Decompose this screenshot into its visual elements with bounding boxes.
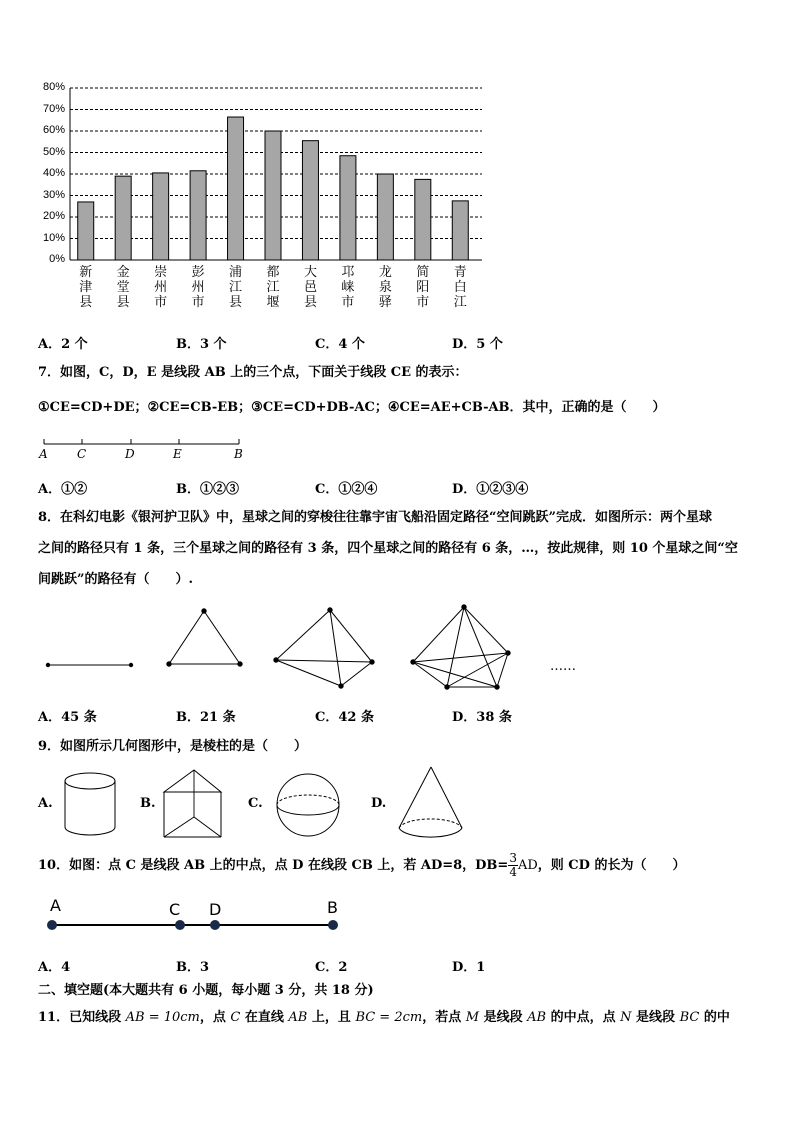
bar [190,171,206,260]
q8-line-1: 8．在科幻电影《银河护卫队》中，星球之间的穿梭往往靠宇宙飞船沿固定路径“空间跳跃”完成．如图所示：两个星球 [38,510,713,525]
q10-segment-line [40,893,360,935]
y-tick-label: 10% [42,231,65,244]
x-category-label: 新 津 县 [79,265,93,310]
x-category-label: 都 江 堰 [266,265,280,310]
y-tick-label: 50% [42,145,65,158]
bar [153,173,169,260]
y-tick-label: 80% [42,81,65,93]
q8-star-graphs [40,600,580,695]
q11-math-m: M [465,1010,480,1025]
q11-math-bc-length: BC = 2cm [355,1010,423,1025]
q11-text-8: 是线段 [631,1010,680,1025]
q6-option-c[interactable]: C．4 个 [315,337,365,352]
q11-text-6: 是线段 [479,1010,528,1025]
q7-point-a: A [39,447,48,461]
q10-fraction-numerator: 3 [509,851,517,865]
q7-option-b[interactable]: B．①②③ [176,482,239,497]
q6-option-d[interactable]: D．5 个 [452,337,503,352]
q10-option-c[interactable]: C．2 [315,960,348,975]
x-category-label: 简 阳 市 [416,265,430,310]
q9-sphere-figure[interactable] [270,772,350,838]
x-category-label: 浦 江 县 [229,265,243,310]
bar [265,131,281,260]
q11-math-ab-2: AB [527,1010,547,1025]
bar-chart-svg [30,80,490,262]
q9-cylinder-figure[interactable] [60,768,120,840]
q8-option-c[interactable]: C．42 条 [315,710,374,725]
q10-segment-figure [40,893,360,935]
x-category-label: 金 堂 县 [116,265,130,310]
graph-5-points [411,605,510,689]
q10-stem-part-b: ，则 CD 的长为（ ） [537,858,686,873]
q7-items: ①CE=CD+DE；②CE=CB-EB；③CE=CD+DB-AC；④CE=AE+CB-AB．其中，正确的是（ ） [38,400,666,415]
bar [452,201,468,260]
q10-stem [38,848,685,888]
x-category-label: 青 白 江 [453,265,467,310]
q6-option-a[interactable]: A．2 个 [38,337,88,352]
q10-option-a[interactable]: A．4 [38,960,71,975]
section-2-heading: 二、填空题(本大题共有 6 小题，每小题 3 分，共 18 分) [38,983,374,998]
q11-text-4: 上，且 [307,1010,356,1025]
q9-prism-figure[interactable] [160,767,226,841]
q7-segment-line [36,436,256,450]
q11-math-c: C [230,1010,241,1025]
bar-chart [30,80,490,320]
y-tick-label: 40% [42,167,65,179]
y-tick-label: 0% [49,253,65,265]
q10-fraction-variable: AD [517,858,538,873]
x-category-label: 大 邑 县 [303,265,317,310]
q7-stem: 7．如图，C，D，E 是线段 AB 上的三个点，下面关于线段 CE 的表示： [38,365,468,380]
q7-point-c: C [77,447,87,461]
bar [415,179,431,260]
q9-cone-figure[interactable] [395,764,467,844]
q10-point-b: B [327,898,338,917]
x-category-label: 邛 崃 市 [341,265,355,310]
bar [302,141,318,260]
q8-ellipsis: …… [550,659,576,674]
q11-text-2: ，点 [199,1010,231,1025]
q10-point-c: C [169,900,181,919]
q9-option-b-label[interactable]: B. [140,796,156,811]
q8-option-a[interactable]: A．45 条 [38,710,97,725]
q10-stem-part-a: 10．如图：点 C 是线段 AB 上的中点，点 D 在线段 CB 上，若 AD=8，DB= [38,858,509,873]
bar [340,156,356,260]
bar [377,174,393,260]
q8-option-d[interactable]: D．38 条 [452,710,512,725]
q9-option-d-label[interactable]: D. [371,796,387,811]
q8-line-3: 间跳跃”的路径有（ ）. [38,572,194,587]
y-tick-label: 30% [42,188,65,201]
graph-3-points [167,609,242,666]
q10-option-d[interactable]: D．1 [452,960,486,975]
graph-2-points [46,663,133,667]
q10-option-b[interactable]: B．3 [176,960,210,975]
q6-option-b[interactable]: B．3 个 [176,337,227,352]
q9-option-c-label[interactable]: C. [248,796,263,811]
q11-math-ab: AB [288,1010,308,1025]
bar [228,117,244,260]
q8-line-2: 之间的路径只有 1 条，三个星球之间的路径有 3 条，四个星球之间的路径有 6 条，…，按此规律，则 10 个星球之间“空 [38,541,738,556]
q11-stem [38,1009,730,1027]
q10-point-a: A [50,896,61,915]
q11-math-n: N [620,1010,632,1025]
bar [115,176,131,260]
q10-point-d: D [209,900,222,919]
q7-point-d: D [125,447,135,461]
q7-option-c[interactable]: C．①②④ [315,482,378,497]
q8-option-b[interactable]: B．21 条 [176,710,236,725]
q11-math-bc: BC [679,1010,700,1025]
q11-text-3: 在直线 [240,1010,289,1025]
q9-stem: 9．如图所示几何图形中，是棱柱的是（ ） [38,739,308,754]
graph-4-points [274,608,374,688]
q7-point-b: B [234,447,243,461]
q11-text-5: ，若点 [422,1010,466,1025]
x-category-label: 崇 州 市 [154,265,168,310]
q10-fraction-denominator: 4 [509,865,517,879]
bar [78,202,94,260]
y-tick-label: 60% [42,124,65,136]
q7-option-a[interactable]: A．①② [38,482,88,497]
x-category-label: 龙 泉 驿 [378,265,392,310]
q11-math-ab-length: AB = 10cm [125,1010,200,1025]
q11-text-9: 的中 [699,1010,730,1025]
q10-fraction [508,852,518,879]
q7-point-e: E [173,447,182,461]
q9-option-a-label[interactable]: A. [38,796,53,811]
q11-text-1: 11．已知线段 [38,1010,126,1025]
q7-segment-figure [36,436,256,466]
y-tick-label: 20% [42,210,65,222]
y-tick-label: 70% [42,102,65,115]
q7-option-d[interactable]: D．①②③④ [452,482,529,497]
q11-text-7: 的中点，点 [546,1010,621,1025]
x-category-label: 彭 州 市 [191,265,205,310]
